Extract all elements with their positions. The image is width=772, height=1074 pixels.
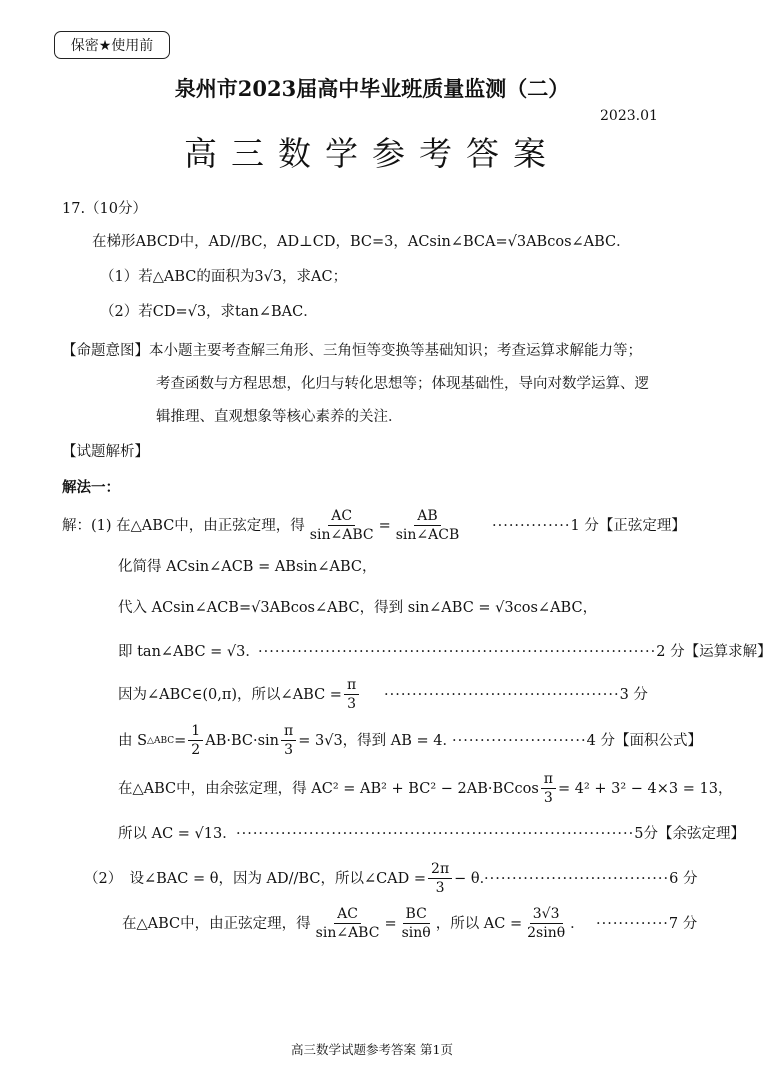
intent-text-1: 本小题主要考查解三角形、三角恒等变换等基础知识；考查运算求解能力等； [149,343,642,359]
part-2-step-2-score: ·············7 分 [596,916,698,932]
solution-step-2: 化简得 ACsin∠ACB = ABsin∠ABC， [118,559,377,575]
solution-step-5: 因为∠ABC∈(0,π)，所以∠ABC = $\frac{\pi}{3}$ [118,676,361,713]
fraction: $\frac{AB}{\text{sin∠ACB}}$ [395,508,460,543]
fraction: $\frac{\pi}{3}$ [281,722,296,759]
intent-line-1 [62,341,642,361]
intent-line-3: 辑推理、直观想象等核心素养的关注． [156,409,403,425]
solution-step-7: 在△ABC中，由余弦定理，得 AC² = AB² + BC² − 2AB·BCcos $\frac{\pi}{3}$ = 4² + 3² − 4×3 = 13， [118,771,733,806]
fraction: $\frac{3√3}{2\sin\theta}$ [527,906,566,941]
fraction: $\frac{1}{2}$ [188,722,203,759]
analysis-label: 【试题解析】 [62,444,149,460]
method-label: 解法一： [62,479,120,496]
part-2-step-2: 在△ABC中，由正弦定理，得 $\frac{AC}{\text{sin∠ABC}}$ = $\frac{BC}{\sin\theta}$ ，所以 AC = $\frac{3√3}{2\sin\theta}$ ． [122,906,585,941]
solution-step-8: 所以 AC = √13． [118,826,237,842]
part-2-step-1: （2） 设∠BAC = θ，因为 AD//BC，所以∠CAD = $\frac{2\pi}{3}$ − θ． [84,861,495,896]
question-2: （2）若CD=√3，求tan∠BAC． [100,304,318,320]
solution-step-3: 代入 ACsin∠ACB=√3ABcos∠ABC，得到 sin∠ABC = √3cos∠ABC， [118,600,598,616]
page-footer: 高三数学试题参考答案 第1页 [291,1042,453,1057]
fraction: $\frac{BC}{\sin\theta}$ [401,906,431,941]
exam-title: 泉州市2023届高中毕业班质量监测（二） [174,76,570,101]
intent-label: 【命题意图】 [62,343,149,359]
confidential-badge: 保密★使用前 [54,31,170,59]
step-8-score: ·······································································5分【余弦定理】 [236,826,745,842]
step-5-score: ··········································3 分 [384,687,648,703]
step-4-score: ·······································································2 分【运算求解】 [258,644,772,660]
step-1-score: ··············1 分【正弦定理】 [492,518,686,534]
solution-step-6: 由 S △ABC = $\frac{1}{2}$ AB·BC·sin $\frac{\pi}{3}$ = 3√3，得到 AB = 4． [118,723,457,758]
solution-step-1: 解：(1) 在△ABC中，由正弦定理，得 $\frac{AC}{\text{sin∠ABC}}$ = $\frac{AB}{\text{sin∠ACB}}$ [62,507,464,544]
answer-title: 高三数学参考答案 [184,134,560,173]
problem-number: 17.（10分） [62,201,148,217]
part-2-step-1-score: ·································6 分 [484,871,698,887]
exam-date: 2023.01 [600,108,658,124]
fraction: $\frac{AC}{\text{sin∠ABC}}$ [315,906,380,941]
fraction: $\frac{AC}{\text{sin∠ABC}}$ [309,508,374,543]
question-1: （1）若△ABC的面积为3√3，求AC； [100,269,348,285]
step-1-text: 解：(1) 在△ABC中，由正弦定理，得 [62,517,305,534]
intent-line-2: 考查函数与方程思想，化归与转化思想等；体现基础性，导向对数学运算、逻 [156,376,649,392]
step-6-score: ························4 分【面积公式】 [452,733,702,749]
fraction: $\frac{\pi}{3}$ [541,770,556,807]
problem-stem: 在梯形ABCD中，AD//BC，AD⊥CD，BC=3，ACsin∠BCA=√3ABcos∠ABC． [92,234,631,250]
solution-step-4: 即 tan∠ABC = √3． [118,644,260,660]
fraction: $\frac{2\pi}{3}$ [428,860,452,897]
fraction: $\frac{\pi}{3}$ [344,676,359,713]
